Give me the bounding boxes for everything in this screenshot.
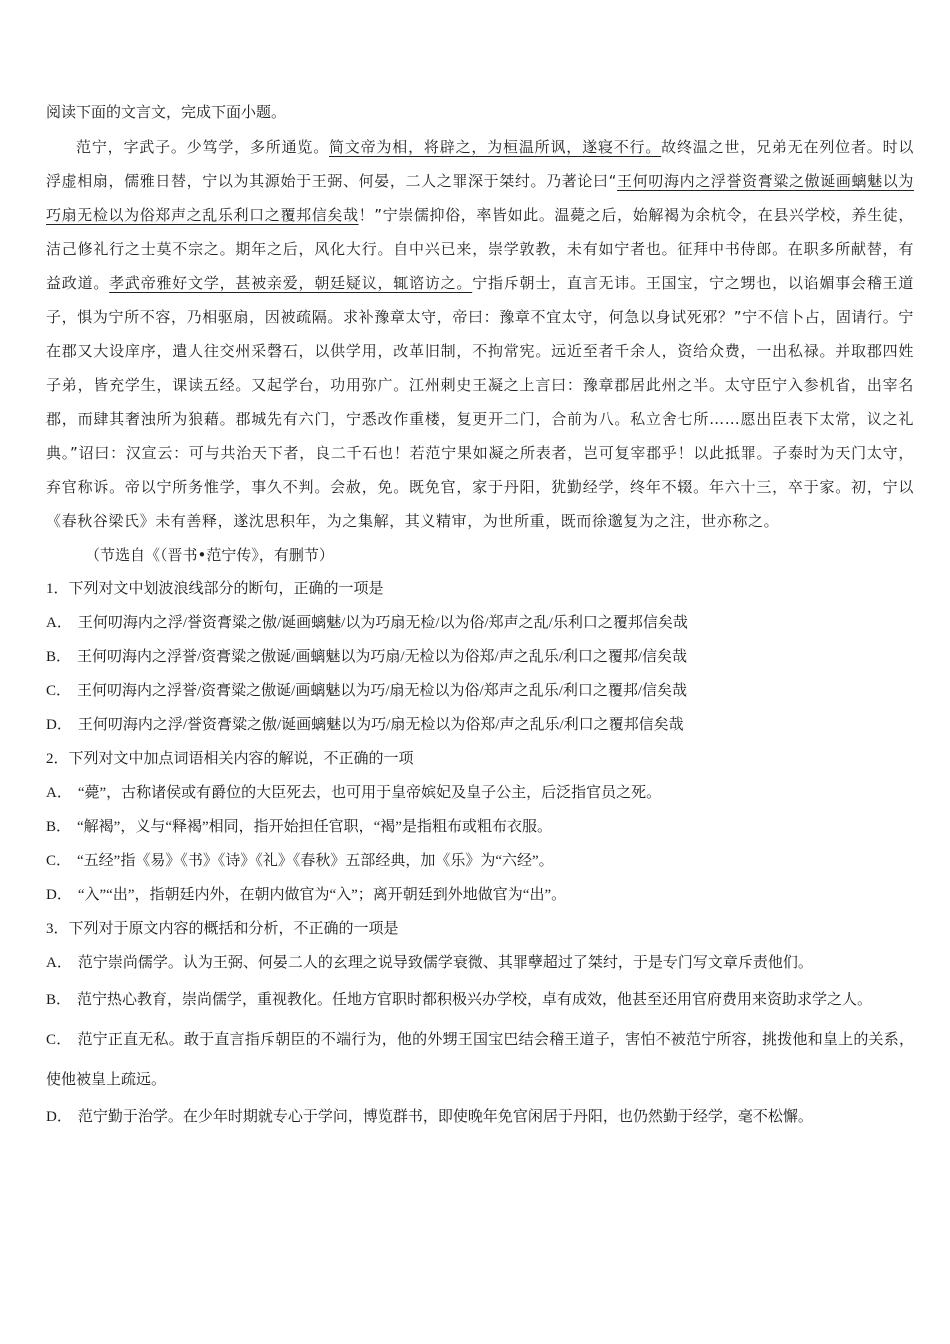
passage-text-2: 故终温之世，兄弟无在列位者。时以浮虚相扇，儒雅日替，宁以为其源始于王弼、何晏，二人之罪深于桀纣。乃著论曰“ (46, 138, 914, 190)
underlined-sentence-1: 简文帝为相，将辟之，为桓温所讽，遂寝不行。 (329, 138, 662, 156)
document-page (46, 96, 914, 1134)
passage-text-3: ！”宁崇儒抑俗，率皆如此。温薨之后，始解褐为余杭令，在县兴学校，养生徒，洁己修礼行之士莫不宗之。期年之后，风化大行。自中兴已来，崇学敦教，未有如宁者也。征拜中书侍郎。在职多所献替，有益政道。 (46, 206, 914, 292)
option-c: C． 范宁正直无私。敢于直言指斥朝臣的不端行为，他的外甥王国宝巴结会稽王道子，害怕不被范宁所容，挑拨他和皇上的关系，使他被皇上疏远。 (46, 1032, 914, 1088)
option-a: A． 王何叨海内之浮/誉资膏粱之傲/诞画螭魅/以为巧扇无检/以为俗/郑声之乱/乐利口之覆邦信矣哉 (46, 615, 688, 631)
option-d: D． 王何叨海内之浮/誉资膏粱之傲/诞画螭魅以为巧/扇无检以为俗郑/声之乱乐/利口之覆邦信矣哉 (46, 717, 684, 733)
option-a: A． “薨”，古称诸侯或有爵位的大臣死去，也可用于皇帝嫔妃及皇子公主，后泛指官员之死。 (46, 785, 662, 801)
reading-instruction: 阅读下面的文言文，完成下面小题。 (46, 105, 287, 121)
question-stem: 1．下列对文中划波浪线部分的断句，正确的一项是 (46, 581, 384, 597)
question-3 (46, 912, 914, 1134)
passage-text-1: 范宁，字武子。少笃学，多所通览。 (76, 138, 330, 156)
option-b: B． 王何叨海内之浮誉/资膏粱之傲诞/画螭魅以为巧扇/无检以为俗郑/声之乱乐/利口之覆邦/信矣哉 (46, 649, 688, 665)
question-1 (46, 572, 914, 742)
option-c: C． 王何叨海内之浮誉/资膏粱之傲诞/画螭魅以为巧/扇无检以为俗/郑声之乱乐/利口之覆邦/信矣哉 (46, 683, 688, 699)
option-d: D． 范宁勤于治学。在少年时期就专心于学问，博览群书，即使晚年免官闲居于丹阳，也仍然勤于经学，毫不松懈。 (46, 1109, 813, 1125)
question-2 (46, 742, 914, 912)
option-b: B． 范宁热心教育，崇尚儒学，重视教化。任地方官职时都积极兴办学校，卓有成效，他甚至还用官府费用来资助求学之人。 (46, 992, 873, 1008)
option-d: D． “入”“出”，指朝廷内外，在朝内做官为“入”；离开朝廷到外地做官为“出”。 (46, 887, 567, 903)
question-stem: 3．下列对于原文内容的概括和分析，不正确的一项是 (46, 921, 399, 937)
passage-source: （节选自《（晋书•范宁传》，有删节） (85, 546, 334, 564)
classical-passage (46, 130, 914, 538)
option-c: C． “五经”指《易》《书》《诗》《礼》《春秋》五部经典，加《乐》为“六经”。 (46, 853, 554, 869)
option-a: A． 范宁崇尚儒学。认为王弼、何晏二人的玄理之说导致儒学衰微、其罪孽超过了桀纣，于是专门写文章斥责他们。 (46, 955, 813, 971)
wavy-underlined-sentence: 王何叨海内之浮誉资膏粱之傲诞画螭魅以为巧扇无检以为俗郑声之乱乐利口之覆邦信矣哉 (46, 172, 914, 224)
option-b: B． “解褐”，义与“释褐”相同，指开始担任官职，“褐”是指粗布或粗布衣服。 (46, 819, 552, 835)
underlined-sentence-2: 孝武帝雅好文学，甚被亲爱，朝廷疑议，辄谘访之。 (109, 274, 473, 292)
passage-text-4: 宁指斥朝士，直言无讳。王国宝，宁之甥也，以谄媚事会稽王道子，惧为宁所不容，乃相驱扇，因被疏隔。求补豫章太守，帝曰：豫章不宜太守，何急以身试死邪？”宁不信卜占，固请行。宁在郡又大设庠序，遣人往交州采磬石，以供学用，改革旧制，不拘常宪。远近至者千余人，资给众费，一出私禄。并取郡四姓子弟，皆充学生，课读五经。又起学台，功用弥广。江州刺史王凝之上言曰：豫章郡居此州之半。太守臣宁入参机省，出宰名郡，而肆其奢浊所为狼藉。郡城先有六门，宁悉改作重楼，复更开二门，合前为八。私立舍七所……愿出臣表下太常，议之礼典。”诏曰：汉宣云：可与共治天下者，良二千石也！若范宁果如凝之所表者，岂可复宰郡乎！以此抵罪。子泰时为天门太守，弃官称诉。帝以宁所务惟学，事久不判。会赦，免。既免官，家于丹阳，犹勤经学，终年不辍。年六十三，卒于家。初，宁以《春秋谷梁氏》未有善释，遂沈思积年，为之集解，其义精审，为世所重，既而徐邈复为之注，世亦称之。 (46, 274, 914, 530)
question-stem: 2．下列对文中加点词语相关内容的解说，不正确的一项 (46, 751, 414, 767)
